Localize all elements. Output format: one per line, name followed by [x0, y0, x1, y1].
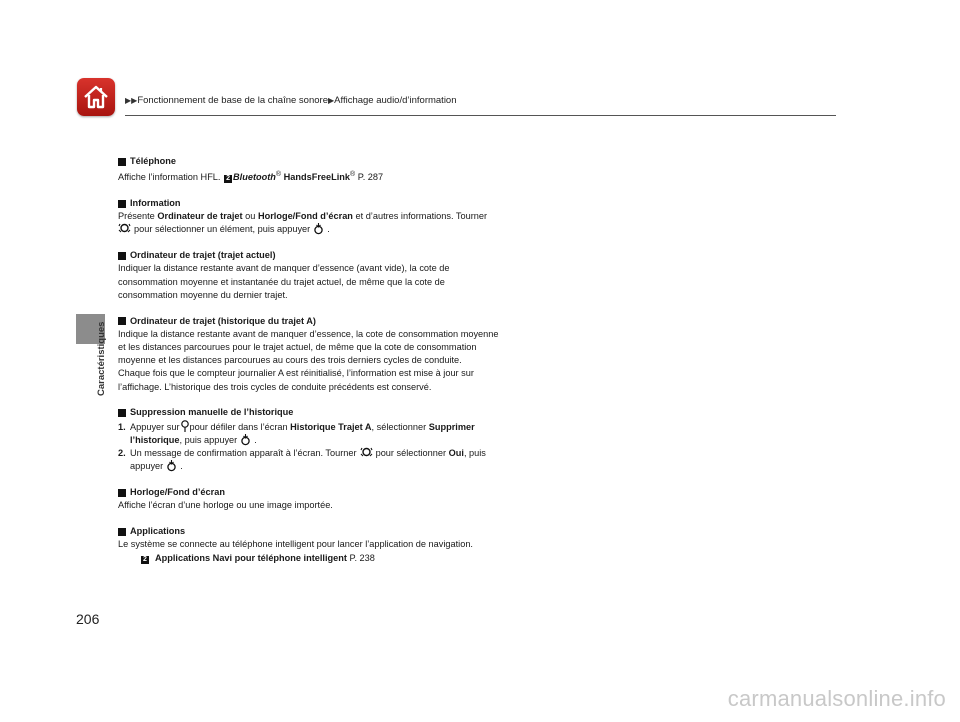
section-telephone [118, 155, 558, 184]
bold-term: Supprimer [428, 421, 475, 432]
section-body [118, 210, 558, 223]
registered-mark: ® [350, 171, 356, 179]
section-heading [118, 406, 558, 419]
body-text: . [180, 461, 183, 472]
scroll-knob-icon [181, 420, 189, 433]
body-text: ou [245, 211, 256, 222]
breadcrumb-item[interactable]: Affichage audio/d’information [334, 95, 457, 106]
breadcrumb [125, 95, 457, 106]
body-text: , puis [463, 448, 486, 459]
step-1 [118, 420, 558, 434]
breadcrumb-arrow-icon: ▶ [327, 96, 335, 105]
reference-arrow-icon: 2 [224, 175, 232, 183]
press-knob-icon [313, 223, 324, 235]
body-text: Appuyer sur [130, 421, 180, 432]
chapter-label: Caractéristiques [96, 321, 107, 396]
body-line: Le système se connecte au téléphone intelligent pour lancer l’application de navigation. [118, 539, 473, 550]
section-heading [118, 315, 558, 328]
heading-text: Information [130, 198, 181, 209]
step-2 [118, 447, 558, 460]
body-line: consommation moyenne du dernier trajet. [118, 289, 288, 300]
square-bullet-icon [118, 158, 126, 166]
body-text: , puis appuyer [179, 434, 238, 445]
ref-bold: HandsFreeLink [283, 172, 351, 183]
header-divider [125, 115, 836, 116]
body-text: . [254, 434, 257, 445]
section-heading [118, 155, 558, 168]
heading-text: Téléphone [130, 156, 176, 166]
square-bullet-icon [118, 252, 126, 260]
body-text: , sélectionner [371, 421, 427, 432]
square-bullet-icon [118, 200, 126, 208]
heading-text: Applications [130, 526, 186, 537]
heading-text: Horloge/Fond d’écran [130, 487, 225, 498]
body-line: Indiquer la distance restante avant de manquer d’essence (avant vide), la cote de [118, 263, 450, 274]
section-heading [118, 249, 558, 262]
body-line: et les distances parcourues pour le trajet actuel, de même que la cote de consommation [118, 342, 477, 353]
heading-text: Ordinateur de trajet (trajet actuel) [130, 250, 276, 261]
step-number: 1. [118, 421, 126, 432]
page-reference: P. 287 [357, 172, 384, 183]
breadcrumb-item[interactable]: Fonctionnement de base de la chaîne sonore [137, 95, 328, 106]
body-text: Présente [118, 211, 155, 222]
body-line: Indique la distance restante avant de manquer d’essence, la cote de consommation moyenne [118, 328, 499, 339]
body-line: l’affichage. L’historique des trois cycles de conduite précédents est conservé. [118, 381, 432, 392]
page-number: 206 [76, 611, 100, 627]
bold-term: Ordinateur de trajet [157, 211, 243, 222]
square-bullet-icon [118, 317, 126, 325]
section-delete-history [118, 406, 558, 473]
ref-italic: Bluetooth [233, 172, 276, 183]
body-line: Chaque fois que le compteur journalier A est réinitialisé, l’information est mise à jour sur [118, 368, 474, 379]
home-button[interactable] [77, 78, 115, 116]
selector-knob-icon [118, 223, 131, 235]
page-reference: P. 238 [349, 552, 375, 563]
main-content [118, 155, 558, 577]
body-text: appuyer [130, 461, 164, 472]
section-heading [118, 197, 558, 210]
section-applications [118, 525, 558, 565]
section-trip-history [118, 315, 558, 394]
body-text: pour sélectionner [375, 448, 447, 459]
body-text: et d’autres informations. Tourner [355, 211, 488, 222]
home-icon [82, 83, 110, 111]
reference-arrow-icon: 2 [141, 556, 149, 564]
press-knob-icon [166, 460, 177, 472]
step-1-continued [118, 434, 558, 447]
heading-text: Suppression manuelle de l’historique [130, 407, 294, 418]
body-line: Affiche l’écran d’une horloge ou une image importée. [118, 500, 333, 511]
body-line: consommation moyenne et instantanée du trajet actuel, de même que la cote de [118, 276, 445, 287]
body-text: pour défiler dans l’écran [189, 421, 288, 432]
section-body [118, 223, 558, 236]
square-bullet-icon [118, 409, 126, 417]
selector-knob-icon [360, 447, 373, 459]
section-trip-current [118, 249, 558, 302]
registered-mark: ® [275, 171, 282, 179]
breadcrumb-arrow-icon: ▶▶ [125, 96, 138, 105]
body-text: pour sélectionner un élément, puis appuyer [134, 224, 311, 235]
watermark: carmanualsonline.info [727, 686, 946, 711]
section-clock [118, 486, 558, 512]
body-text: Un message de confirmation apparaît à l’écran. Tourner [130, 448, 357, 459]
section-body [118, 168, 558, 184]
step-2-continued [118, 460, 558, 473]
body-text: Affiche l’information HFL. [118, 172, 221, 183]
cross-reference-line [118, 552, 558, 565]
body-text: . [327, 224, 330, 235]
heading-text: Ordinateur de trajet (historique du trajet A) [130, 315, 316, 326]
section-heading [118, 486, 558, 499]
bold-term: Historique Trajet A [290, 421, 372, 432]
step-number: 2. [118, 448, 126, 459]
square-bullet-icon [118, 528, 126, 536]
bold-term: Horloge/Fond d’écran [257, 211, 353, 222]
section-heading [118, 525, 558, 538]
bold-term: l’historique [130, 434, 180, 445]
section-information [118, 197, 558, 237]
ref-bold: Applications Navi pour téléphone intelligent [155, 552, 347, 563]
cross-reference-link[interactable] [224, 172, 355, 182]
bold-term: Oui [448, 448, 464, 459]
body-line: moyenne et les distances parcourues au cours des trois derniers cycles de conduite. [118, 355, 462, 366]
cross-reference-link[interactable] [141, 553, 347, 563]
press-knob-icon [240, 434, 251, 446]
square-bullet-icon [118, 489, 126, 497]
